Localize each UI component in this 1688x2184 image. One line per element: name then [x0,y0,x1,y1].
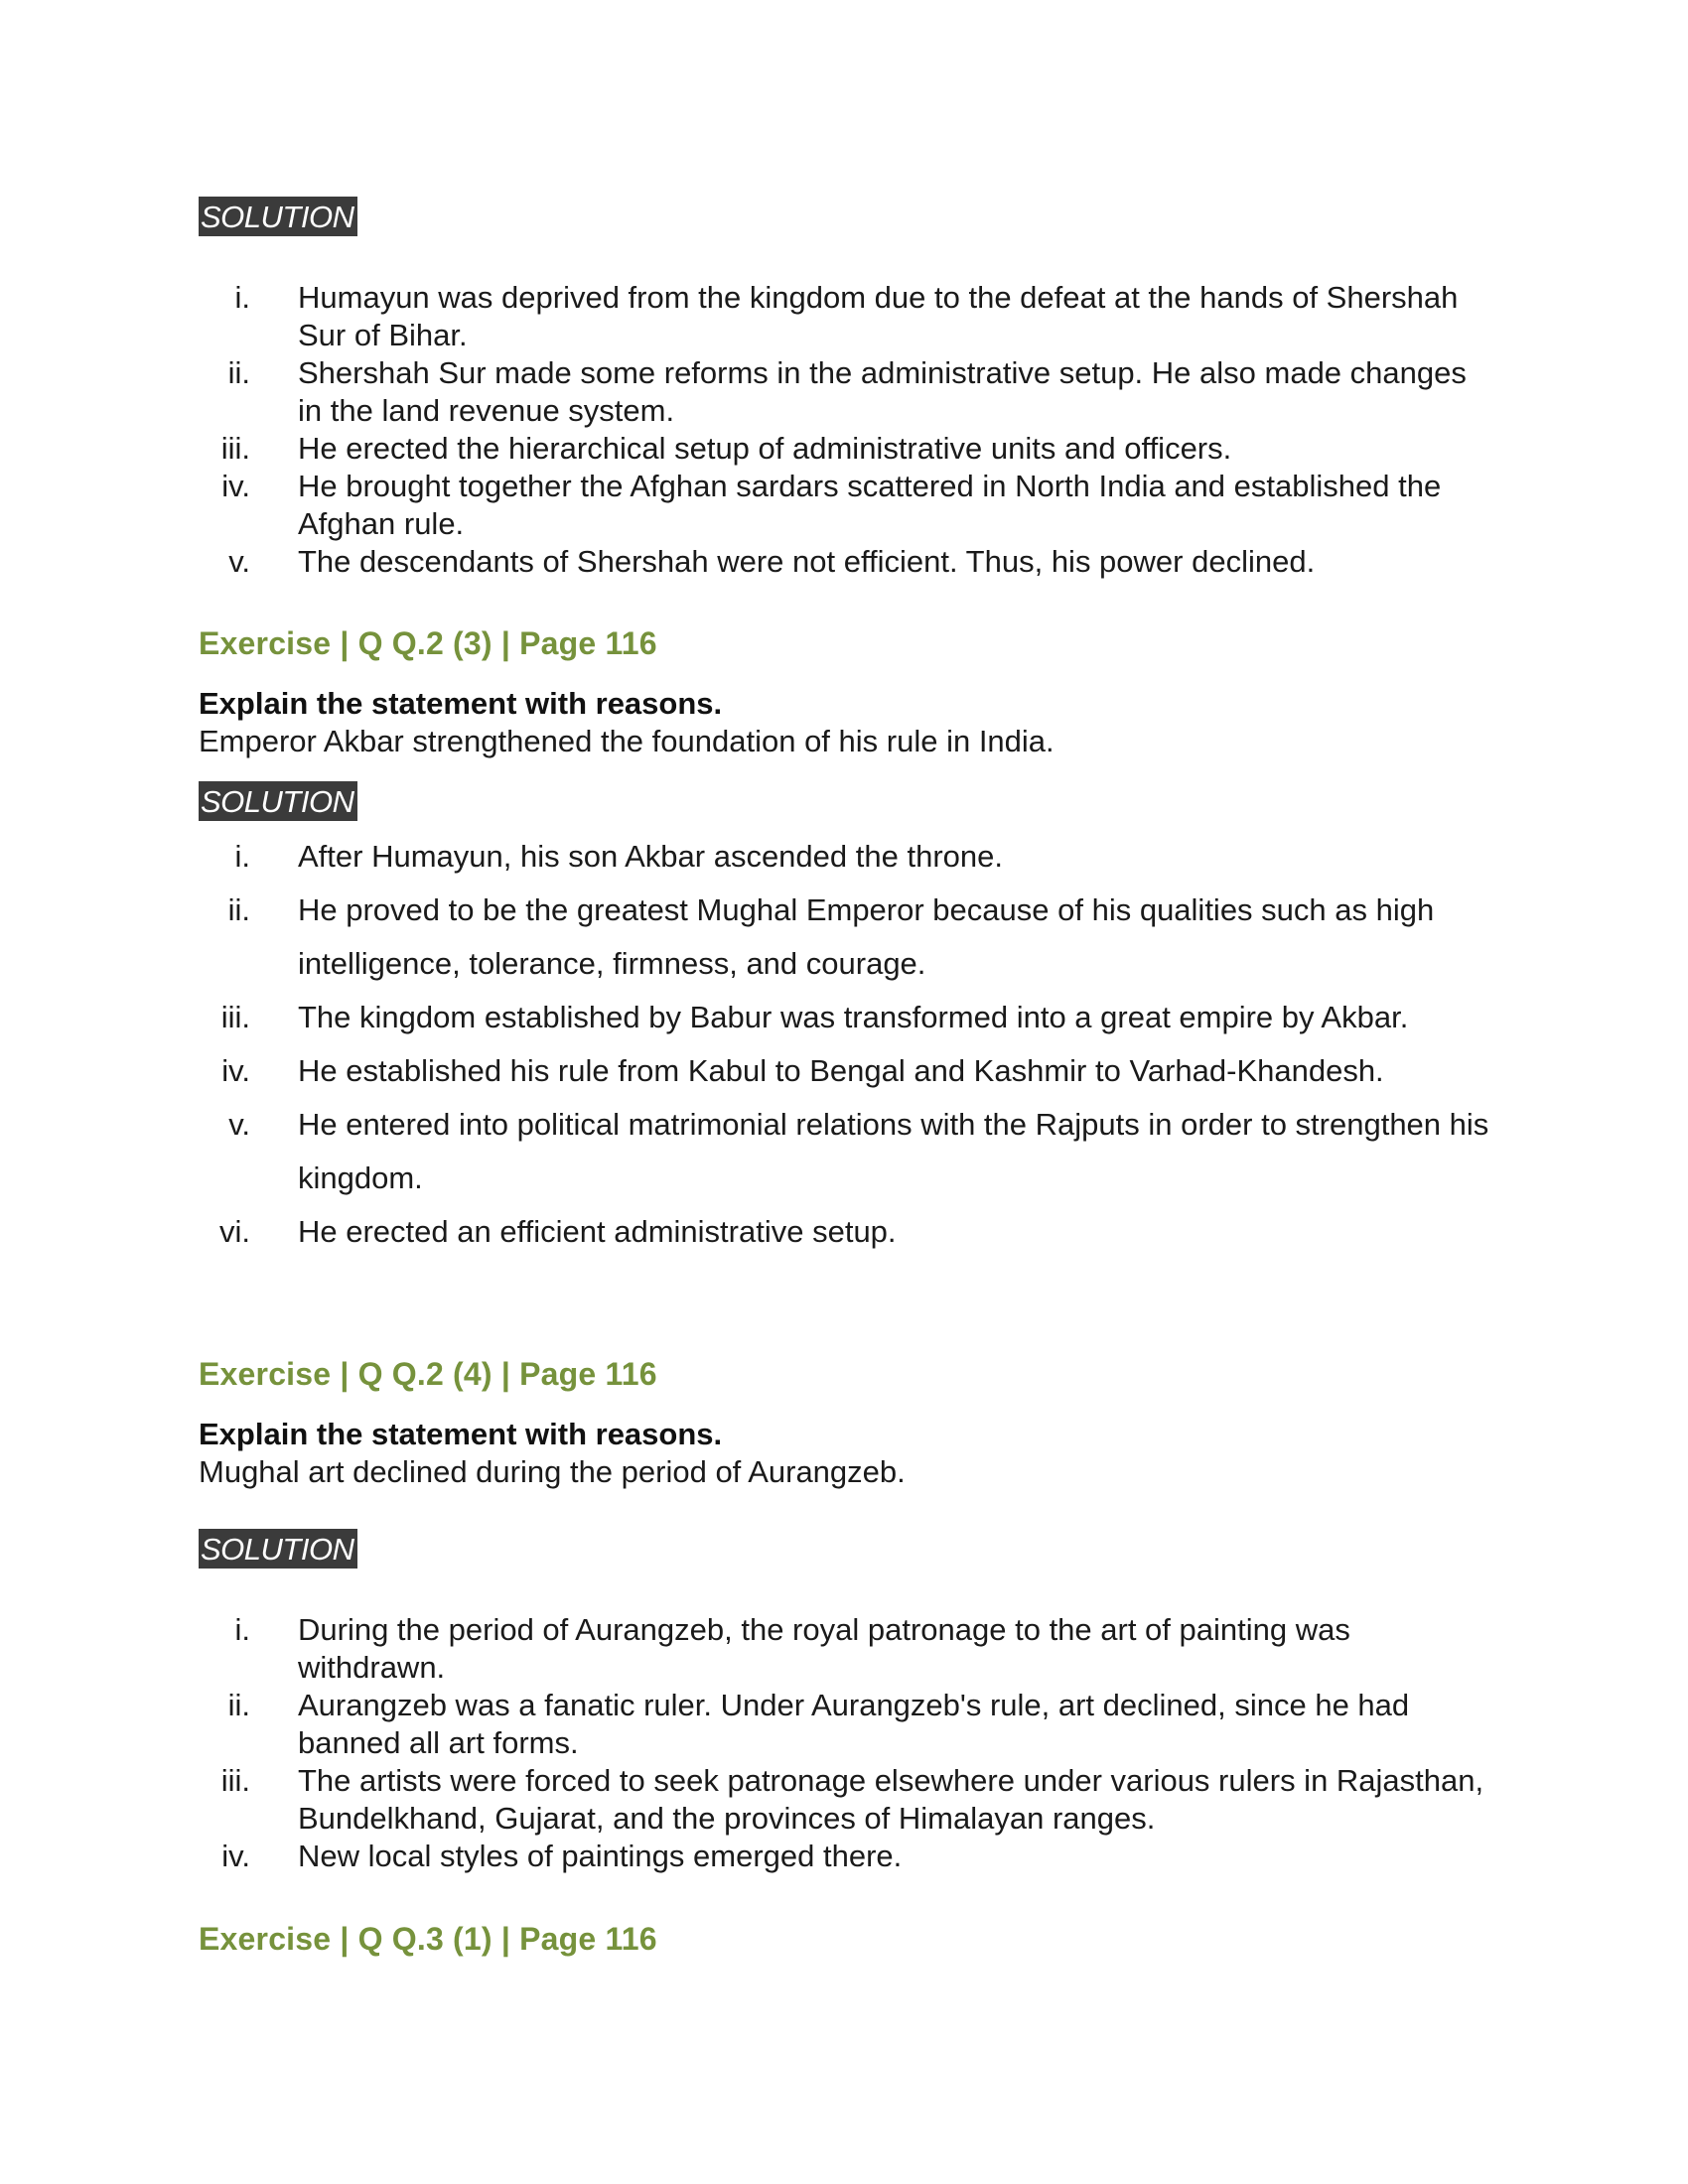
question-block-3 [199,1416,1489,1491]
list-item: ii. He proved to be the greatest Mughal Emperor because of his qualities such as high intelligence, tolerance, firmness, and courage. [227,892,1435,981]
solution-badge-2 [199,781,1489,821]
exercise-heading[interactable]: Exercise | Q Q.2 (4) | Page 116 [199,1356,657,1392]
exercise-block-4 [199,1919,1489,1959]
list-item: iii. He erected the hierarchical setup of administrative units and officers. [220,431,1232,466]
solution-badge-3 [199,1529,1489,1569]
list-item: iii. The kingdom established by Babur was transformed into a great empire by Akbar. [220,1000,1409,1034]
solution-badge-1 [199,197,1489,236]
list-item: i. After Humayun, his son Akbar ascended the throne. [234,839,1003,874]
list-item: ii. Shershah Sur made some reforms in the administrative setup. He also made changes in the land revenue system. [227,355,1467,428]
solution-label: SOLUTION [199,197,357,236]
question-text: Mughal art declined during the period of Aurangzeb. [199,1454,906,1489]
list-item: iii. The artists were forced to seek patronage elsewhere under various rulers in Rajasthan, Bundelkhand, Gujarat, and the provinces of Himalayan ranges. [220,1763,1484,1836]
solution-list-1 [199,279,1489,581]
answer-list [199,279,1489,581]
list-item: v. He entered into political matrimonial relations with the Rajputs in order to strengthen his kingdom. [228,1107,1489,1195]
exercise-block-2 [199,623,1489,663]
list-item: iv. He brought together the Afghan sardars scattered in North India and established the Afghan rule. [221,469,1442,541]
question-title: Explain the statement with reasons. [199,1417,723,1451]
list-item: ii. Aurangzeb was a fanatic ruler. Under Aurangzeb's rule, art declined, since he had banned all art forms. [227,1688,1410,1760]
list-item: iv. He established his rule from Kabul to Bengal and Kashmir to Varhad-Khandesh. [221,1053,1384,1088]
solution-list-3 [199,1611,1489,1875]
list-item: iv. New local styles of paintings emerged there. [221,1839,903,1873]
exercise-heading[interactable]: Exercise | Q Q.2 (3) | Page 116 [199,625,657,661]
question-text: Emperor Akbar strengthened the foundation of his rule in India. [199,724,1055,758]
solution-list-2 [199,830,1489,1259]
list-item: i. During the period of Aurangzeb, the royal patronage to the art of painting was withdrawn. [234,1612,1350,1685]
answer-list [199,830,1489,1259]
answer-list [199,1611,1489,1875]
question-block-2 [199,685,1489,760]
solution-label: SOLUTION [199,781,357,821]
list-item: v. The descendants of Shershah were not efficient. Thus, his power declined. [228,544,1316,579]
exercise-block-3 [199,1354,1489,1394]
list-item: vi. He erected an efficient administrative setup. [219,1214,897,1249]
question-title: Explain the statement with reasons. [199,686,723,721]
list-item: i. Humayun was deprived from the kingdom due to the defeat at the hands of Shershah Sur of Bihar. [234,280,1459,352]
exercise-heading[interactable]: Exercise | Q Q.3 (1) | Page 116 [199,1921,657,1957]
solution-label: SOLUTION [199,1529,357,1569]
